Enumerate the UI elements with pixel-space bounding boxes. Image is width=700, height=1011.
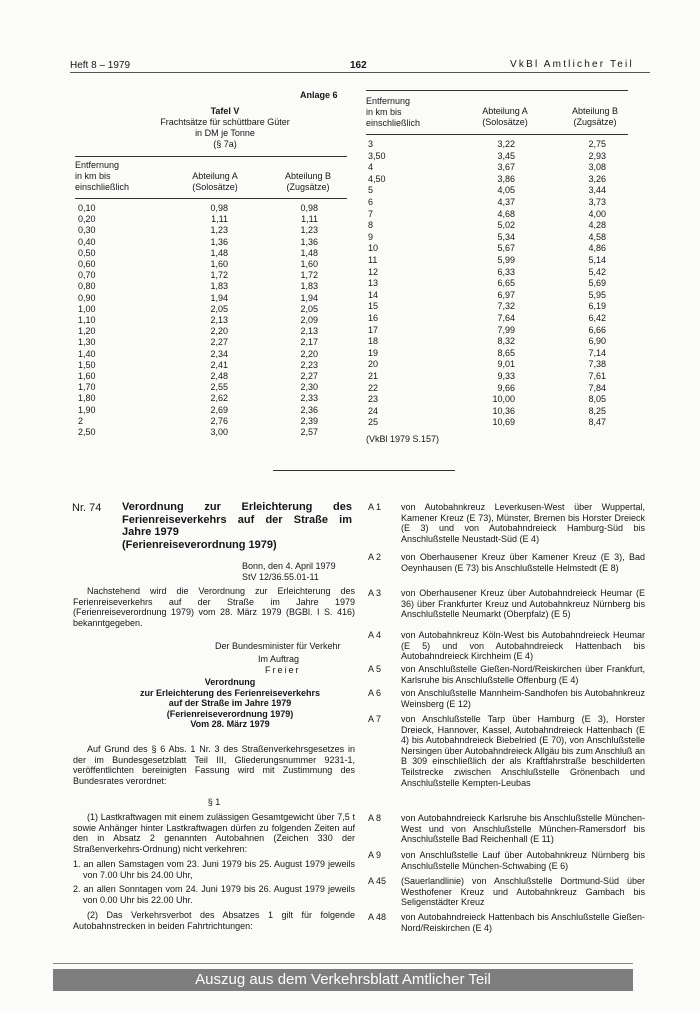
route-description: von Autobahndreieck Karlsruhe bis Anschlußstelle München-West und von Anschlußstelle München-Ramersdorf bis Anschlußstelle Bad Reichenhall (E 11) [401,813,645,845]
subtitle-line: Frachtsätze für schüttbare Güter [160,117,290,127]
distance-cell: 14 [368,289,379,300]
rate-b-cell: 2,30 [300,382,318,393]
rate-b-cell: 2,09 [300,315,318,325]
rate-b-cell: 2,13 [300,326,318,337]
rate-a-cell: 9,01 [497,359,515,370]
distance-cell: 24 [368,405,379,416]
col-header-distance [366,96,420,130]
col-header-distance [75,160,129,194]
paragraph-2: (2) Das Verkehrsverbot des Absatzes 1 gilt für folgende Autobahnstrecken in beiden Fahrtrichtungen: [73,910,355,931]
rate-a-cell: 1,60 [210,259,228,269]
header-line: einschließlich [75,182,130,193]
distance-cell: 4,50 [368,173,386,184]
route-description: von Anschlußstelle Mannheim-Sandhofen bis Autobahnkreuz Weinsberg (E 12) [401,688,645,709]
table-rule-header [75,198,347,199]
rate-a-cell: 10,00 [492,394,515,405]
rate-b-cell: 5,69 [588,278,606,289]
rate-a-cell: 10,69 [492,417,515,428]
rate-b-cell: 1,36 [300,236,318,247]
route-code: A 8 [368,813,382,823]
rate-a-cell: 5,99 [497,255,515,265]
distance-cell: 1,30 [78,337,96,348]
route-code: A 2 [368,552,382,562]
route-code: A 6 [368,688,382,698]
rate-a-cell: 1,23 [210,225,228,236]
distance-cell: 5 [368,185,374,196]
decree-line: auf der Straße im Jahre 1979 [168,698,292,709]
rate-b-cell: 5,95 [588,289,606,300]
table-rule-top [75,156,347,157]
rate-b-cell: 3,73 [588,197,606,207]
route-code: A 7 [368,714,382,724]
rate-b-cell: 6,90 [588,336,606,347]
distance-cell: 0,70 [78,270,96,281]
rate-b-cell: 2,20 [300,348,318,359]
rate-b-cell: 8,05 [588,394,606,405]
signer-line: Der Bundesminister für Verkehr [215,641,341,651]
rate-b-cell: 6,19 [588,301,606,312]
rate-b-cell: 3,44 [588,185,606,196]
route-code: A 45 [368,876,387,886]
rate-a-cell: 2,13 [210,315,228,325]
table-rule-top [366,90,628,91]
article-number: Nr. 74 [72,502,102,514]
route-code: A 9 [368,850,382,860]
rate-b-cell: 4,86 [588,243,606,254]
table-subtitle [130,117,320,151]
rate-a-cell: 2,27 [210,337,228,348]
distance-cell: 3,50 [368,150,386,161]
header-line: Abteilung B [571,106,619,116]
header-rule [70,72,650,73]
title-line: Ferienreiseverkehrs auf der Straße im [122,513,352,526]
rate-b-cell: 7,84 [588,382,606,393]
list-item-2: 2. an allen Sonntagen vom 24. Juni 1979 bis 26. August 1979 jeweils von 0.00 Uhr bis 22.00 Uhr. [73,884,355,905]
rate-a-cell: 2,55 [210,382,228,393]
col-header-b [555,106,635,128]
distance-cell: 2,50 [78,427,96,437]
rate-a-cell: 3,22 [497,139,515,149]
col-header-a [175,171,255,193]
rate-b-cell: 1,11 [301,214,318,225]
route-code: A 4 [368,630,382,640]
rate-a-cell: 5,67 [497,243,515,254]
rate-a-cell: 1,94 [210,292,228,303]
distance-cell: 12 [368,266,379,277]
rate-a-cell: 7,32 [497,301,515,312]
distance-cell: 1,80 [78,393,96,404]
rate-a-cell: 3,00 [210,427,228,437]
rate-b-cell: 8,47 [588,417,606,428]
distance-cell: 6 [368,197,374,207]
route-description: von Autobahnkreuz Köln-West bis Autobahndreieck Heumar (E 5) und von Autobahndreieck Hattenbach bis Autobahndreieck Kirchheim (E 4) [401,630,645,662]
distance-cell: 22 [368,382,379,393]
col-header-a [465,106,545,128]
distance-cell: 7 [368,208,374,219]
distance-cell: 1,50 [78,359,96,370]
rate-a-cell: 1,36 [210,236,228,247]
header-line: einschließlich [366,118,421,129]
rate-a-cell: 2,48 [210,371,228,381]
rate-a-cell: 0,98 [210,203,228,213]
distance-cell: 1,90 [78,404,96,415]
route-description: von Autobahndreieck Hattenbach bis Anschlußstelle Gießen-Nord/Reiskirchen (E 4) [401,912,645,933]
rate-b-cell: 7,14 [588,347,606,358]
rate-a-cell: 7,64 [497,313,515,323]
col-header-b [268,171,348,193]
rate-b-cell: 2,39 [300,415,318,426]
distance-cell: 3 [368,139,374,149]
distance-cell: 11 [368,255,378,265]
rate-a-cell: 5,34 [497,231,515,242]
distance-cell: 20 [368,359,379,370]
rate-b-cell: 1,72 [300,270,318,281]
title-line: Jahre 1979 [122,526,179,538]
route-code: A 3 [368,588,382,598]
decree-line: zur Erleichterung des Ferienreiseverkehrs [139,687,321,698]
distance-cell: 17 [368,324,379,335]
title-line: (Ferienreiseverordnung 1979) [122,538,277,551]
header-line: in km bis [75,171,111,182]
header-line: (Solosätze) [192,182,238,193]
rate-a-cell: 9,33 [497,371,515,381]
header-line: Entfernung [75,160,120,170]
rate-a-cell: 7,99 [497,324,515,335]
distance-cell: 1,70 [78,382,96,393]
distance-cell: 16 [368,313,379,323]
rate-a-cell: 3,86 [497,173,515,184]
rate-a-cell: 3,45 [497,150,515,161]
distance-cell: 1,00 [78,303,96,314]
distance-cell: 19 [368,347,379,358]
route-description: von Anschlußstelle Gießen-Nord/Reiskirchen über Frankfurt, Karlsruhe bis Anschlußstelle Offenburg (E 4) [401,664,645,685]
distance-cell: 0,40 [78,236,96,247]
distance-cell: 15 [368,301,379,312]
decree-line: Verordnung [204,677,256,687]
distance-cell: 0,10 [78,203,96,213]
rate-b-cell: 2,05 [300,303,318,314]
decree-line: (Ferienreiseverordnung 1979) [166,708,294,719]
rate-a-cell: 1,11 [211,214,228,225]
route-description: von Oberhausener Kreuz über Autobahndreieck Heumar (E 36) über Frankfurter Kreuz und Autobahnkreuz Nürnberg bis Anschlußstelle Neumarkt (Oberpfalz) (E 5) [401,588,645,620]
route-code: A 5 [368,664,382,674]
rate-a-cell: 1,72 [210,270,228,281]
rate-a-cell: 5,02 [497,220,515,231]
distance-cell: 0,60 [78,259,96,269]
header-line: (Zugsätze) [573,117,617,128]
rate-b-cell: 2,75 [588,139,606,149]
distance-cell: 1,60 [78,371,96,381]
rate-b-cell: 0,98 [300,203,318,213]
rate-a-cell: 2,05 [210,303,228,314]
distance-cell: 8 [368,220,374,231]
header-line: Abteilung A [192,171,238,181]
rate-b-cell: 7,38 [588,359,606,370]
route-description: von Anschlußstelle Lauf über Autobahnkreuz Nürnberg bis Anschlußstelle München-Schwabing (E 6) [401,850,645,871]
article-ref: StV 12/36.55.01-11 [242,572,319,582]
header-line: Abteilung A [482,106,528,116]
rate-b-cell: 6,42 [588,313,606,323]
rate-b-cell: 6,66 [588,324,606,335]
rate-a-cell: 4,68 [497,208,515,219]
article-title [122,501,352,551]
distance-cell: 1,40 [78,348,96,359]
rate-b-cell: 4,58 [588,231,606,242]
table-rule-header [366,134,628,135]
header-line: in km bis [366,107,402,118]
rate-a-cell: 2,34 [210,348,228,359]
header-line: Entfernung [366,96,411,106]
rate-a-cell: 3,67 [497,162,515,173]
signer-role: Im Auftrag [258,654,300,664]
signer-name: Freier [265,665,301,675]
route-code: A 48 [368,912,387,922]
rate-a-cell: 1,83 [210,281,228,292]
rate-b-cell: 2,57 [300,427,318,437]
rate-b-cell: 4,00 [588,208,606,219]
distance-cell: 0,90 [78,292,96,303]
distance-cell: 2 [78,415,84,426]
rate-a-cell: 8,65 [497,347,515,358]
rate-b-cell: 8,25 [588,405,606,416]
section-divider [273,470,455,471]
rate-a-cell: 10,36 [492,405,515,416]
footer-rule [53,963,633,964]
rate-a-cell: 6,97 [497,289,515,300]
distance-cell: 0,80 [78,281,96,292]
rate-b-cell: 7,61 [588,371,606,381]
table-source: (VkBl 1979 S.157) [366,434,440,444]
distance-cell: 0,20 [78,214,96,225]
distance-cell: 0,50 [78,247,96,258]
rate-a-cell: 2,41 [210,359,228,370]
rate-b-cell: 2,17 [300,337,318,348]
rate-b-cell: 2,33 [300,393,318,404]
rate-a-cell: 2,76 [210,415,228,426]
rate-b-cell: 1,23 [300,225,318,236]
distance-cell: 10 [368,243,379,254]
distance-cell: 9 [368,231,374,242]
rate-b-cell: 5,14 [588,255,606,265]
distance-cell: 21 [368,371,379,381]
article-date: Bonn, den 4. April 1979 [242,561,336,571]
article-intro: Nachstehend wird die Verordnung zur Erleichterung des Ferienreiseverkehrs auf der Straße im Jahre 1979 (Ferienreiseverordnung 1979) vom 28. März 1979 (BGBl. I S. 416) bekanntgegeben. [73,586,355,628]
route-code: A 1 [368,502,382,512]
rate-b-cell: 1,48 [300,247,318,258]
rate-a-cell: 1,48 [210,247,228,258]
rate-a-cell: 4,05 [497,185,515,196]
rate-b-cell: 3,08 [588,162,606,173]
page-number: 162 [350,60,367,71]
section-mark: § 1 [207,797,221,807]
distance-cell: 23 [368,394,379,405]
paragraph-1: (1) Lastkraftwagen mit einem zulässigen Gesamtgewicht über 7,5 t sowie Anhänger hinter Lastkraftwagen dürfen zu folgenden Zeiten auf den in Absatz 2 genannten Autobahnen (Zeichen 330 der Straßenverkehrs-Ordnung) nicht verkehren: [73,812,355,854]
annex-label: Anlage 6 [300,90,338,100]
header-line: (Zugsätze) [286,182,330,193]
table-title: Tafel V [210,106,240,116]
rate-a-cell: 9,66 [497,382,515,393]
header-line: Abteilung B [284,171,332,181]
rate-b-cell: 1,94 [300,292,318,303]
rate-a-cell: 6,65 [497,278,515,289]
footer-banner: Auszug aus dem Verkehrsblatt Amtlicher Teil [53,969,633,991]
rate-b-cell: 2,36 [300,404,318,415]
distance-cell: 0,30 [78,225,96,236]
distance-cell: 13 [368,278,379,289]
list-item-1: 1. an allen Samstagen vom 23. Juni 1979 bis 25. August 1979 jeweils von 7.00 Uhr bis 24.00 Uhr, [73,859,355,880]
rate-b-cell: 3,26 [588,173,606,184]
header-line: (Solosätze) [482,117,528,128]
rate-b-cell: 1,60 [300,259,318,269]
title-line: Verordnung zur Erleichterung des [122,501,352,513]
route-description: von Autobahnkreuz Leverkusen-West über Wuppertal, Kamener Kreuz (E 73), Münster, Bremen bis Horster Dreieck (E 3) und von Autobahndreieck Hamburg-Süd bis Anschlußstelle Neustadt-Süd (E 4) [401,502,645,544]
rate-b-cell: 5,42 [588,266,606,277]
rate-a-cell: 6,33 [497,266,515,277]
distance-cell: 1,20 [78,326,96,337]
subtitle-line: (§ 7a) [213,139,237,150]
rate-b-cell: 2,23 [300,359,318,370]
route-description: (Sauerlandlinie) von Anschlußstelle Dortmund-Süd über Westhofener Kreuz und Autobahnkreuz Gambach bis Seligenstädter Kreuz [401,876,645,908]
distance-cell: 1,10 [78,315,96,325]
rate-a-cell: 4,37 [497,197,515,207]
rate-a-cell: 2,69 [210,404,228,415]
journal-title: VkBl Amtlicher Teil [510,59,634,70]
decree-line: Vom 28. März 1979 [190,719,270,730]
rate-a-cell: 8,32 [497,336,515,347]
route-description: von Oberhausener Kreuz über Kamener Kreuz (E 3), Bad Oeynhausen (E 73) bis Anschlußstelle Helmstedt (E 8) [401,552,645,573]
subtitle-line: in DM je Tonne [195,128,255,139]
rate-a-cell: 2,62 [210,393,228,404]
distance-cell: 4 [368,162,374,173]
distance-cell: 25 [368,417,379,428]
preamble: Auf Grund des § 6 Abs. 1 Nr. 3 des Straßenverkehrsgesetzes in der im Bundesgesetzblatt Teil III, Gliederungsnummer 9231-1, veröffentlichten bereinigten Fassung wird mit Zustimmung des Bundesrates verordnet: [73,744,355,786]
distance-cell: 18 [368,336,379,347]
issue-label: Heft 8 – 1979 [70,60,131,71]
rate-a-cell: 2,20 [210,326,228,337]
rate-b-cell: 4,28 [588,220,606,231]
rate-b-cell: 2,93 [588,150,606,161]
route-description: von Anschlußstelle Tarp über Hamburg (E 3), Horster Dreieck, Hannover, Kassel, Autobahndreieck Hattenbach (E 4) bis Autobahndreieck Biebelried (E 70), von Anschlußstelle Nersingen über Autobahndreieck Allgäu bis zum Anschluß an B 309 einschließlich der als Kraftfahrstraße beschilderten Teilstrecke zwischen Anschlußstelle Grönenbach und Anschlußstelle Kempten-Leubas [401,714,645,788]
rate-b-cell: 1,83 [300,281,318,292]
rate-b-cell: 2,27 [300,371,318,381]
decree-heading [100,677,360,730]
signer [215,641,341,652]
